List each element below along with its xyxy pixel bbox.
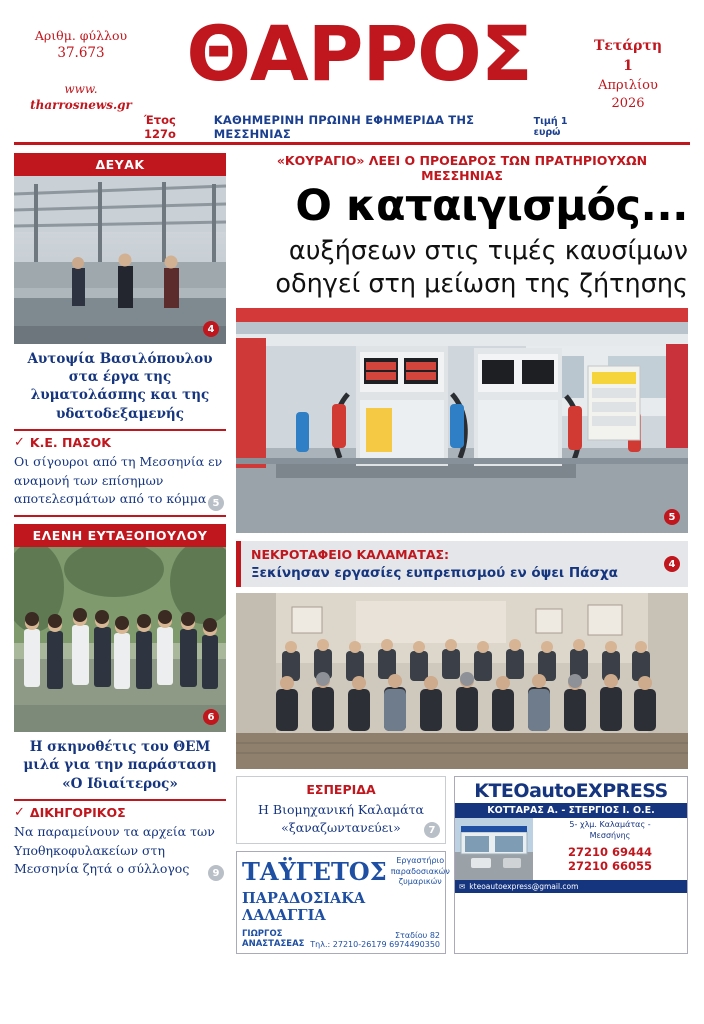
website-line2: tharrosnews.gr [30, 98, 132, 113]
hall-photo [236, 593, 688, 769]
pasok-page-badge[interactable]: 5 [208, 495, 224, 511]
masthead [14, 0, 690, 140]
brief-dik-title-row [14, 805, 226, 820]
etos-label: Έτος 127ο [144, 113, 176, 141]
taygetos-owner-1: ΓΙΩΡΓΟΣ [242, 929, 283, 940]
date-number: 1 [623, 58, 633, 75]
taygetos-owner [242, 929, 304, 949]
divider-red-2 [14, 515, 226, 517]
taygetos-sub: ΠΑΡΑΔΟΣΙΑΚΑ ΛΑΛΑΓΓΙΑ [242, 890, 366, 925]
esperida-box [236, 776, 446, 844]
ad-taygetos[interactable] [236, 851, 450, 954]
lead-kicker: «ΚΟΥΡΑΓΙΟ» ΛΕΕΙ Ο ΠΡΟΕΔΡΟΣ ΤΩΝ ΠΡΑΤΗΡΙΟΥΧΩΝ ΜΕΣΣΗΝΙΑΣ [276, 153, 648, 183]
kteo-email-row[interactable] [455, 880, 687, 893]
website-link[interactable] [22, 81, 140, 113]
kteo-company: ΚΟΤΤΑΡΑΣ Α. - ΣΤΕΡΓΙΟΣ Ι. Ο.Ε. [455, 803, 687, 818]
taygetos-tagline-1: Εργαστήριο [396, 856, 445, 866]
kteo-photo [455, 818, 533, 880]
lead-page-badge[interactable]: 5 [664, 509, 680, 525]
deyak-caption: Αυτοψία Βασιλόπουλου στα έργα της λυματολάσπης και της υδατοδεξαμενής [27, 351, 213, 422]
kteo-logo-express: EXPRESS [575, 780, 668, 803]
date-month: Απριλίου [598, 77, 658, 93]
kteo-logo-auto: auto [529, 780, 576, 803]
cemetery-line1: ΝΕΚΡΟΤΑΦΕΙΟ ΚΑΛΑΜΑΤΑΣ: [251, 547, 450, 563]
brief-dik-title: ΔΙΚΗΓΟΡΙΚΟΣ [29, 804, 126, 820]
tagline-row [144, 113, 592, 141]
taygetos-address: Σταδίου 82 [395, 931, 440, 941]
kteo-phone-1[interactable]: 27210 69444 [567, 844, 653, 859]
lead-sub-line2: οδηγεί στη μείωση της ζήτησης [275, 269, 688, 299]
brief-pasok-text: Οι σίγουροι από τη Μεσσηνία εν αναμονή των επίσημων αποτελεσμάτων από το κόμμα [14, 453, 223, 507]
main-content [14, 153, 690, 954]
section-bar-deyak: ΔΕΥΑΚ [14, 153, 226, 176]
check-icon-2: ✓ [14, 804, 25, 820]
section-bar-eleni: ΕΛΕΝΗ ΕΥΤΑΞΟΠΟΥΛΟΥ [14, 524, 226, 547]
website-line1: www. [64, 82, 98, 96]
hall-photo-image [236, 593, 688, 769]
eleni-photo [14, 547, 226, 732]
taygetos-telephone: Τηλ.: 27210-26179 6974490350 [310, 940, 440, 950]
esperida-page-badge[interactable]: 7 [424, 822, 440, 838]
lead-sub-line1: αυξήσεων στις τιμές καυσίμων [288, 235, 688, 266]
dik-page-badge[interactable]: 9 [208, 865, 224, 881]
kteo-logo-kteo: KTEO [474, 780, 530, 803]
deyak-photo-image [14, 176, 226, 344]
brief-dik-text: Να παραμείνουν τα αρχεία των Υποθηκοφυλακείων στη Μεσσηνία ζητά ο σύλλογος [14, 823, 215, 877]
deyak-page-badge[interactable]: 4 [203, 321, 219, 337]
envelope-icon: ✉ [459, 882, 466, 892]
brief-pasok-title: Κ.Ε. ΠΑΣΟΚ [29, 434, 111, 450]
kteo-photo-image [455, 818, 533, 880]
logo-text: ΘΑΡΡΟΣ [186, 9, 532, 98]
date-year: 2026 [611, 96, 645, 112]
tagline-text: ΚΑΘΗΜΕΡΙΝΗ ΠΡΩΙΝΗ ΕΦΗΜΕΡΙΔΑ ΤΗΣ ΜΕΣΣΗΝΙΑΣ [213, 113, 475, 141]
cemetery-line2: Ξεκίνησαν εργασίες ευπρεπισμού εν όψει Πάσχα [251, 565, 618, 582]
date-day: Τετάρτη [593, 38, 663, 54]
deyak-photo [14, 176, 226, 344]
taygetos-tagline-2: παραδοσιακών [390, 866, 450, 876]
esperida-text: Η Βιομηχανική Καλαμάτα «ξαναζωντανεύει» [258, 802, 424, 835]
gas-station-photo [236, 308, 688, 533]
cemetery-section-bar [236, 541, 688, 587]
esperida-title: ΕΣΠΕΡΙΔΑ [306, 782, 376, 798]
masthead-divider [14, 142, 690, 145]
taygetos-owner-2: ΑΝΑΣΤΑΣΕΑΣ [242, 939, 305, 950]
left-column [14, 153, 226, 954]
kteo-phone-2[interactable]: 27210 66055 [567, 859, 653, 874]
kteo-address-1: 5- χλμ. Καλαμάτας - [569, 820, 651, 830]
eleni-caption: Η σκηνοθέτις του ΘΕΜ μιλά για την παράσταση «Ο Ιδιαίτερος» [23, 739, 217, 792]
taygetos-tagline [391, 856, 450, 887]
kteo-body [455, 818, 687, 880]
kteo-address-2: Μεσσήνης [589, 830, 631, 840]
taygetos-tagline-3: ζυμαρικών [398, 876, 442, 886]
taygetos-contact [310, 931, 440, 949]
check-icon: ✓ [14, 434, 25, 450]
kteo-logo [455, 777, 687, 803]
right-column [236, 153, 688, 954]
brief-pasok [14, 431, 226, 515]
issue-info [22, 28, 140, 113]
gas-station-photo-image [236, 308, 688, 533]
eleni-photo-image [14, 547, 226, 732]
issue-label: Αριθμ. φύλλου [34, 28, 128, 43]
eleni-page-badge[interactable]: 6 [203, 709, 219, 725]
taygetos-name: ΤΑΫΓΕΤΟΣ [242, 856, 387, 886]
lead-headline: Ο καταιγισμός... [295, 181, 688, 231]
kteo-email: kteoautoexpress@gmail.com [469, 882, 579, 892]
newspaper-logo [144, 9, 574, 98]
bottom-row [236, 776, 688, 954]
kteo-info [533, 818, 687, 880]
esperida-block [236, 776, 450, 954]
price-label: Τιμή 1 ευρώ [533, 116, 568, 138]
cemetery-page-badge[interactable]: 4 [664, 556, 680, 572]
brief-pasok-title-row [14, 435, 226, 450]
date-block [574, 36, 682, 114]
issue-number: 37.673 [57, 45, 105, 61]
ad-kteo[interactable] [454, 776, 688, 954]
brief-dikigorikos [14, 801, 226, 885]
